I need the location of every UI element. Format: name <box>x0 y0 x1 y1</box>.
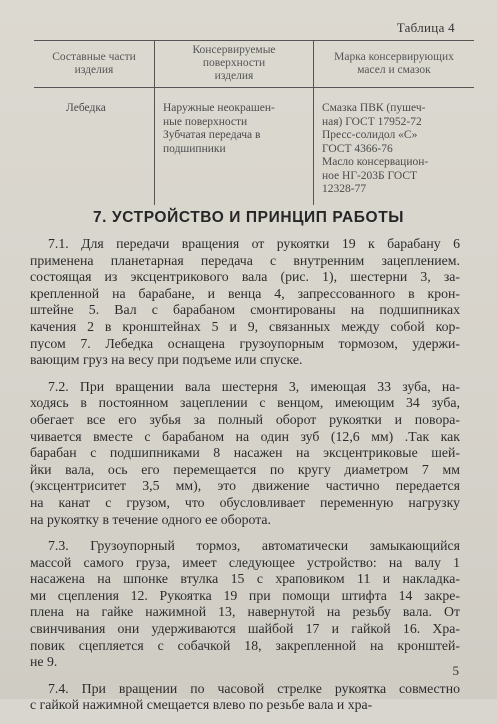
paragraph-4 <box>30 681 460 714</box>
cell-materials-line: 12328-77 <box>322 183 367 195</box>
paragraph-2 <box>30 379 460 528</box>
paragraph-line: с гайкой нажимной смещается влево по резьбе вала и хра- <box>30 697 373 713</box>
cell-item-line: Лебедка <box>66 102 106 114</box>
paragraph-line: крепленной на барабане, и венца 4, запрессованного в крон- <box>30 285 460 301</box>
paragraph-1 <box>30 236 460 369</box>
cell-materials-line: Пресс-солидол «С» <box>322 129 418 141</box>
paragraph-3 <box>30 538 460 671</box>
paragraph-line: штейне 5. Вал с барабаном смонтированы на подшипниках <box>30 302 460 318</box>
page-number: 5 <box>452 663 459 678</box>
paragraph-line: 7.1. Для передачи вращения от рукоятки 19 к барабану 6 <box>48 236 460 251</box>
paragraph-line: качения 2 в кронштейнах 5 и 9, связанных между собой кор- <box>30 318 460 334</box>
table-label: Таблица 4 <box>396 20 455 35</box>
cell-surfaces-line: Наружные неокрашен- <box>163 102 275 114</box>
cell-surfaces-line: ные поверхности <box>163 115 248 128</box>
paragraph-line: вающим груз на весу при подъеме или спуске. <box>30 352 303 368</box>
paragraph-line: 7.4. При вращении по часовой стрелке рукоятка совместно <box>48 680 460 696</box>
paragraph-line: насажена на шпонке втулка 15 с храповиком 11 и накладка- <box>30 571 460 587</box>
cell-materials-line: ная) ГОСТ 17952-72 <box>322 115 422 128</box>
cell-item <box>34 88 155 205</box>
header-parts-line: Составные части <box>52 50 136 63</box>
header-parts-line: изделия <box>74 63 114 76</box>
cell-surfaces-line: Зубчатая передача в <box>163 129 261 141</box>
cell-materials-line: ное НГ-203Б ГОСТ <box>322 169 418 182</box>
header-parts <box>34 41 155 88</box>
paragraph-line: барабан с подшипниками 8 насажен на эксцентриковые шей- <box>30 445 460 461</box>
paragraph-line: чивается вместе с барабаном на один зуб (12,6 мм) .Так как <box>30 428 460 444</box>
header-materials <box>314 41 475 88</box>
cell-materials-line: ГОСТ 4366-76 <box>322 142 393 155</box>
section-heading: 7. УСТРОЙСТВО И ПРИНЦИП РАБОТЫ <box>92 209 405 226</box>
paragraph-line: применена планетарная передача с внутренним зацеплением. <box>30 252 460 268</box>
paragraph-line: ходясь в постоянном зацеплении с венцом, имеющим 34 зуба, <box>30 395 460 411</box>
paragraph-line: обегает все его зубья за полный оборот рукоятки и повора- <box>30 411 460 427</box>
paragraph-line: на рукоятку в течение одного ее оборота. <box>30 511 271 527</box>
header-surfaces <box>155 41 314 88</box>
cell-surfaces-line: подшипники <box>163 142 226 155</box>
header-surfaces-line: поверхности <box>202 57 266 69</box>
cell-materials-line: Масло консервацион- <box>322 156 429 168</box>
cell-materials <box>314 88 475 205</box>
paragraph-line: 7.3. Грузоупорный тормоз, автоматически замыкающийся <box>48 538 460 554</box>
paragraph-line: плена на гайке нажимной 13, навернутой на резьбу вала. От <box>30 604 460 620</box>
body-text <box>30 236 460 724</box>
paragraph-line: йки вала, ось его перемещается по кругу диаметром 7 мм <box>30 461 460 477</box>
paragraph-line: не 9. <box>30 654 58 670</box>
conservation-table <box>34 40 474 205</box>
cell-materials-line: Смазка ПВК (пушеч- <box>322 102 426 114</box>
header-surfaces-line: изделия <box>214 70 254 82</box>
header-materials-line: Марка консервирующих <box>334 50 454 63</box>
paragraph-line: ми сцепления 12. Рукоятка 19 при помощи штифта 14 закре- <box>30 587 460 603</box>
header-materials-line: масел и смазок <box>357 63 431 76</box>
table-row <box>34 88 474 205</box>
paragraph-line: состоящая из эксцентрикового вала (рис. 1), шестерни 3, за- <box>30 269 460 285</box>
paragraph-line: на канат с грузом, что обусловливает переменную нагрузку <box>30 494 460 510</box>
table-header-row <box>34 41 474 88</box>
paragraph-line: (эксцентриситет 3,5 мм), это движение частично передается <box>30 478 460 494</box>
cell-surfaces <box>155 88 314 205</box>
header-surfaces-line: Консервируемые <box>192 44 276 56</box>
paragraph-line: свинчивания они удерживаются шайбой 17 и гайкой 16. Хра- <box>30 621 460 637</box>
paragraph-line: 7.2. При вращении вала шестерня 3, имеющая 33 зуба, на- <box>48 378 460 394</box>
paragraph-line: пусом 7. Лебедка оснащена грузоупорным тормозом, удержи- <box>30 335 460 351</box>
paragraph-line: массой самого груза, имеет следующее устройство: на валу 1 <box>30 554 460 570</box>
paragraph-line: повик сцепляется с собачкой 18, закрепленной на кронштей- <box>30 637 460 653</box>
